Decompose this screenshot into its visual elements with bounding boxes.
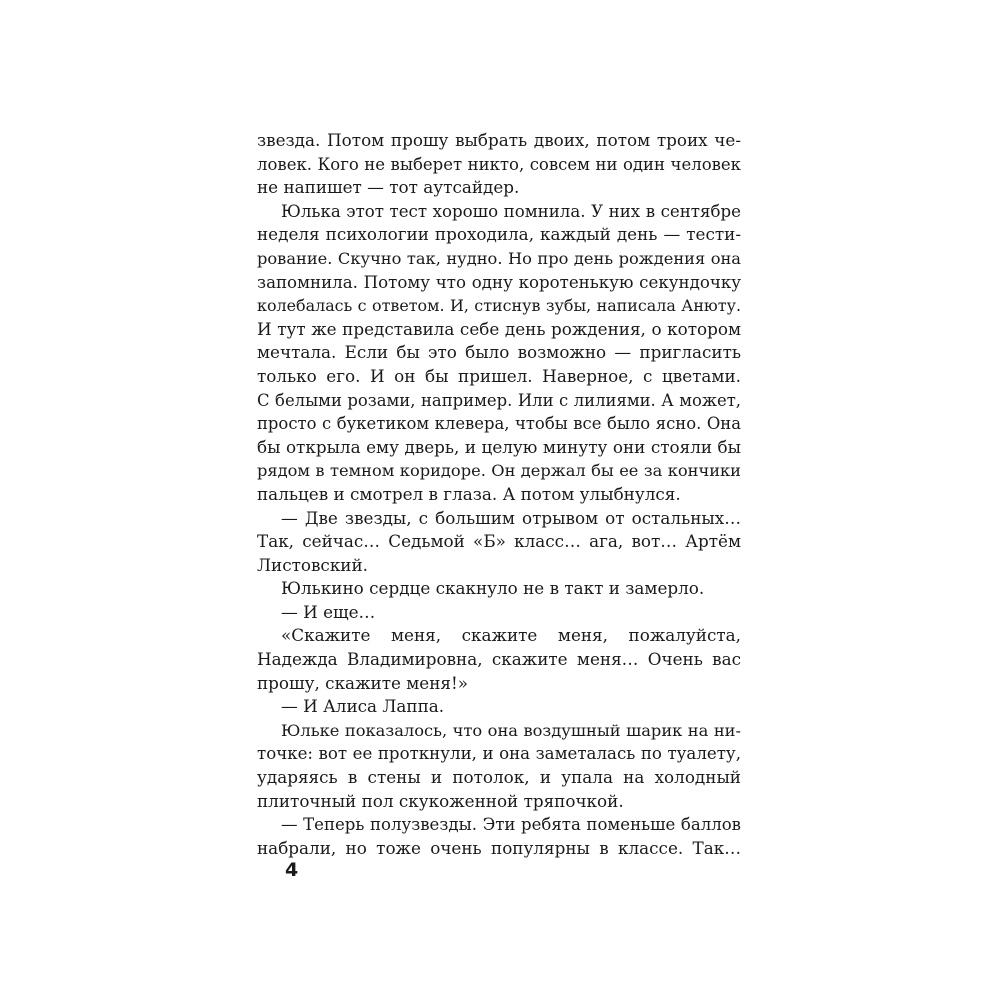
text-line: мечтала. Если бы это было возможно — пригласить bbox=[257, 342, 741, 363]
text-line: не напишет — тот аутсайдер. bbox=[257, 177, 520, 198]
text-line: точке: вот ее проткнули, и она заметалась по туалету, bbox=[257, 744, 741, 764]
text-line: неделя психологии проходила, каждый день — тести- bbox=[257, 224, 741, 245]
text-line: — Теперь полузвезды. Эти ребята поменьше баллов bbox=[281, 815, 741, 835]
text-line: запомнила. Потому что одну коротенькую секундочку bbox=[257, 272, 741, 292]
text-line: рядом в темном коридоре. Он держал бы ее за кончики bbox=[257, 461, 741, 481]
text-line: ударяясь в стены и потолок, и упала на холодный bbox=[257, 767, 741, 788]
text-line: Так, сейчас… Седьмой «Б» класс… ага, вот… Артём bbox=[257, 531, 741, 552]
text-line: бы открыла ему дверь, и целую минуту они стояли бы bbox=[257, 436, 741, 457]
text-line: колебалась с ответом. И, стиснув зубы, написала Анюту. bbox=[257, 296, 741, 316]
text-line: «Скажите меня, скажите меня, пожалуйста, bbox=[281, 625, 741, 646]
text-line: только его. И он бы пришел. Наверное, с цветами. bbox=[257, 365, 741, 386]
text-line: С белыми розами, например. Или с лилиями. А может, bbox=[257, 390, 741, 410]
text-line: И тут же представила себе день рождения, о котором bbox=[257, 318, 741, 339]
text-line: — И Алиса Лаппа. bbox=[281, 696, 445, 717]
text-line: ловек. Кого не выберет никто, совсем ни один человек bbox=[257, 154, 741, 174]
text-line: Юльке показалось, что она воздушный шарик на ни- bbox=[281, 720, 741, 740]
text-line: набрали, но тоже очень популярны в классе. Так… bbox=[257, 837, 741, 858]
text-line: Надежда Владимировна, скажите меня… Очень вас bbox=[257, 649, 741, 670]
text-line: прошу, скажите меня!» bbox=[257, 672, 469, 693]
page-number: 4 bbox=[285, 859, 299, 881]
text-line: просто с букетиком клевера, чтобы все было ясно. Она bbox=[257, 414, 741, 434]
text-line: Юлькино сердце скакнуло не в такт и замерло. bbox=[281, 578, 705, 599]
text-line: плиточный пол скукоженной тряпочкой. bbox=[257, 790, 624, 811]
text-line: звезда. Потом прошу выбрать двоих, потом троих че- bbox=[257, 130, 741, 150]
text-line: — Две звезды, с большим отрывом от остальных… bbox=[281, 507, 741, 528]
text-line: Листовский. bbox=[257, 554, 369, 575]
text-line: пальцев и смотрел в глаза. А потом улыбнулся. bbox=[257, 483, 681, 504]
text-line: Юлька этот тест хорошо помнила. У них в сентябре bbox=[281, 201, 741, 221]
page-text-block bbox=[257, 129, 741, 860]
text-line: — И еще… bbox=[281, 601, 376, 622]
text-line: рование. Скучно так, нудно. Но про день рождения она bbox=[257, 248, 741, 268]
